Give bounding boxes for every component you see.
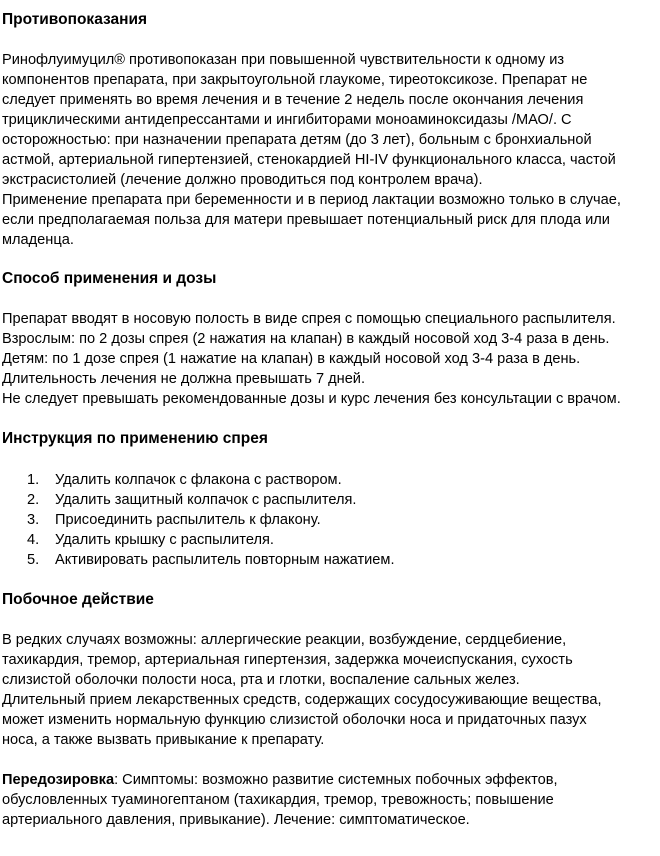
list-item (2, 490, 660, 510)
list-item (2, 510, 660, 530)
text-line: если предполагаемая польза для матери превышает потенциальный риск для плода или (2, 212, 610, 228)
text-line: артериального давления, привыкание). Лечение: симптоматическое. (2, 812, 470, 828)
list-item-text: Удалить защитный колпачок с распылителя. (55, 492, 357, 508)
text-line: младенца. (2, 232, 74, 248)
overdose-label: Передозировка (2, 772, 115, 788)
list-item-number: 1. (27, 472, 40, 488)
list-item (2, 530, 660, 550)
list-item-number: 3. (27, 512, 40, 528)
text-line: трициклическими антидепрессантами и ингибиторами моноаминоксидазы /МАО/. С (2, 112, 572, 128)
instructions-list (2, 470, 660, 570)
list-item-text: Присоединить распылитель к флакону. (55, 512, 321, 528)
text-line: экстрасистолией (лечение должно проводиться под контролем врача). (2, 172, 483, 188)
text-line: Применение препарата при беременности и в период лактации возможно только в случае, (2, 192, 621, 208)
list-item-text: Удалить крышку с распылителя. (55, 532, 274, 548)
text-line: слизистой оболочки полости носа, рта и глотки, воспаление сальных желез. (2, 672, 520, 688)
side-effects-text (2, 630, 660, 750)
list-item (2, 470, 660, 490)
list-item-text: Активировать распылитель повторным нажатием. (55, 552, 395, 568)
text-line: Ринофлуимуцил® противопоказан при повышенной чувствительности к одному из (2, 52, 565, 68)
side-effects-heading: Побочное действие (2, 591, 154, 608)
overdose-text (2, 770, 660, 830)
text-line: Детям: по 1 дозе спрея (1 нажатие на клапан) в каждый носовой ход 3-4 раза в день. (2, 351, 581, 367)
text-line: астмой, артериальной гипертензией, стенокардией HI-IV функционального класса, частой (2, 152, 616, 168)
contraindications-heading: Противопоказания (2, 11, 148, 28)
dosage-text (2, 309, 660, 409)
list-item-number: 5. (27, 552, 40, 568)
text-line: обусловленных туаминогептаном (тахикардия, тремор, тревожность; повышение (2, 792, 554, 808)
text-line: Препарат вводят в носовую полость в виде спрея с помощью специального распылителя. (2, 311, 616, 327)
text-line: В редких случаях возможны: аллергические реакции, возбуждение, сердцебиение, (2, 632, 567, 648)
list-item-text: Удалить колпачок с флакона с раствором. (55, 472, 342, 488)
text-line: осторожностью: при назначении препарата детям (до 3 лет), больным с бронхиальной (2, 132, 592, 148)
text-line: следует применять во время лечения и в течение 2 недель после окончания лечения (2, 92, 584, 108)
dosage-heading: Способ применения и дозы (2, 270, 217, 287)
text-line: Длительность лечения не должна превышать 7 дней. (2, 371, 366, 387)
contraindications-text (2, 50, 660, 250)
instructions-heading: Инструкция по применению спрея (2, 430, 268, 447)
text-line: носа, а также вызвать привыкание к препарату. (2, 732, 325, 748)
list-item (2, 550, 660, 570)
overdose-first-line: : Симптомы: возможно развитие системных побочных эффектов, (114, 772, 558, 788)
list-item-number: 4. (27, 532, 40, 548)
text-line: Длительный прием лекарственных средств, содержащих сосудосуживающие вещества, (2, 692, 602, 708)
text-line: может изменить нормальную функцию слизистой оболочки носа и придаточных пазух (2, 712, 587, 728)
text-line: Не следует превышать рекомендованные дозы и курс лечения без консультации с врачом. (2, 391, 621, 407)
text-line (2, 770, 660, 790)
list-item-number: 2. (27, 492, 40, 508)
text-line: Взрослым: по 2 дозы спрея (2 нажатия на клапан) в каждый носовой ход 3-4 раза в день. (2, 331, 610, 347)
text-line: компонентов препарата, при закрытоугольной глаукоме, тиреотоксикозе. Препарат не (2, 72, 588, 88)
text-line: тахикардия, тремор, артериальная гипертензия, задержка мочеиспускания, сухость (2, 652, 573, 668)
